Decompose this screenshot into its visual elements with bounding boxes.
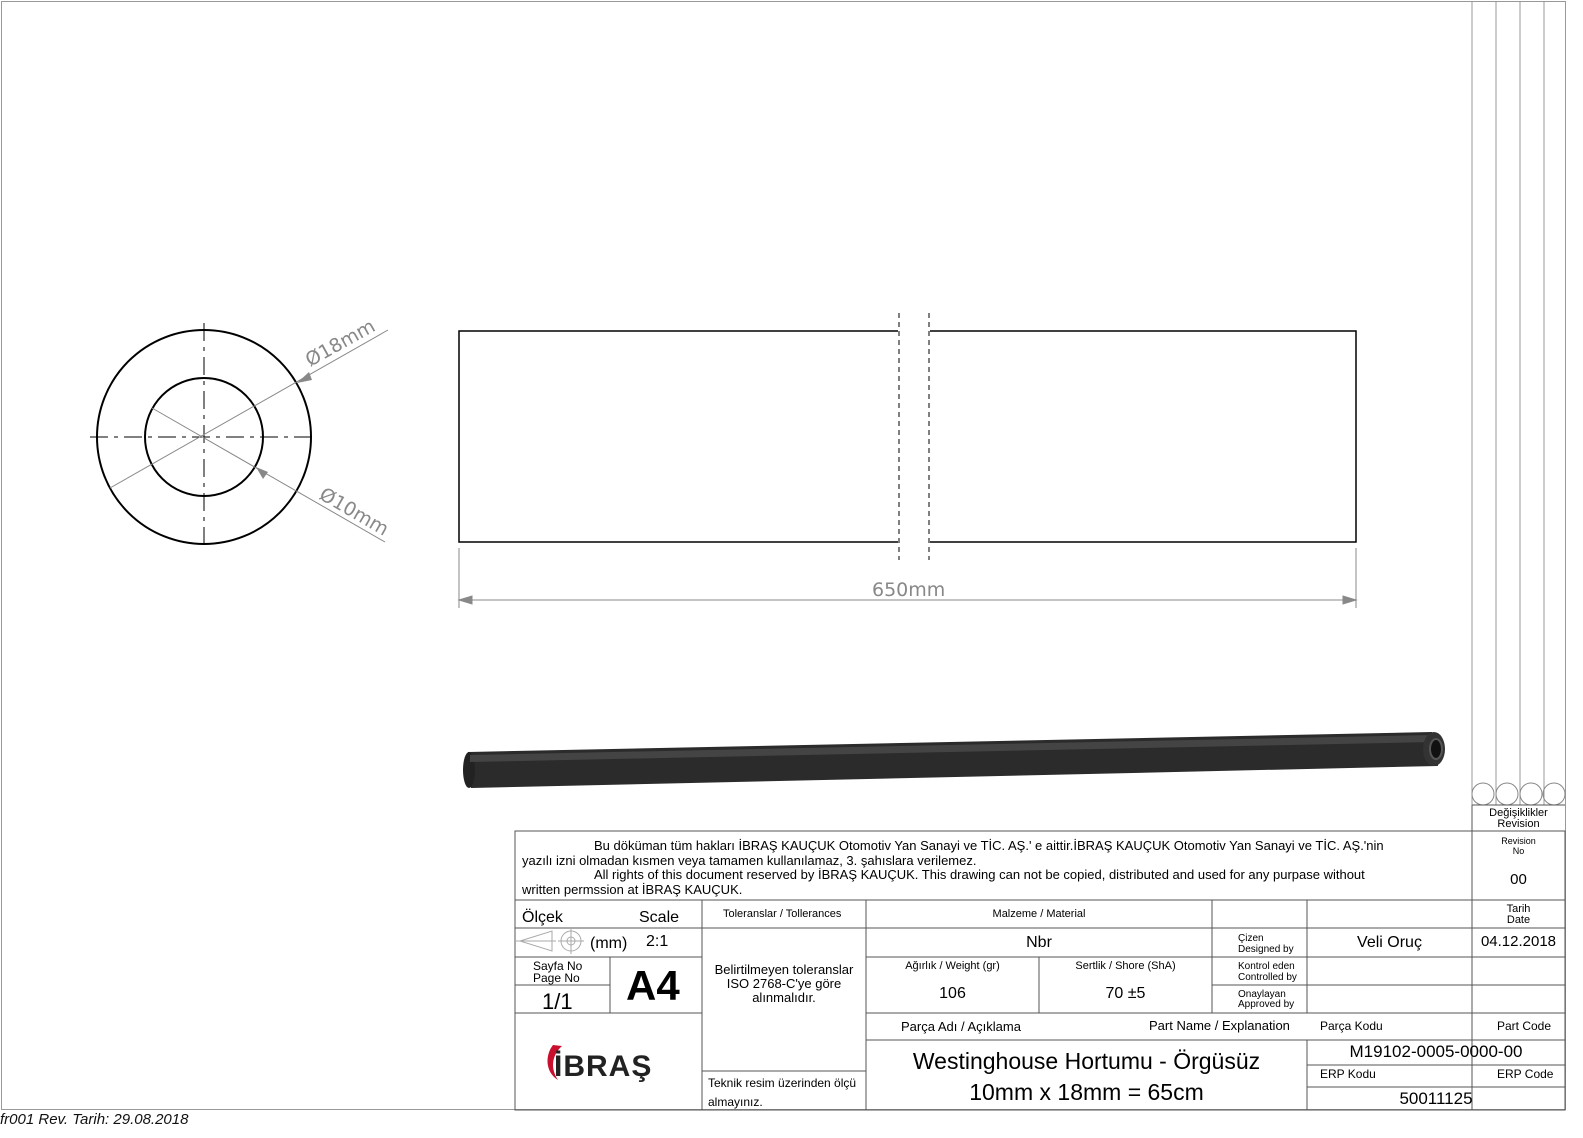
projection-symbol (516, 928, 584, 954)
length-label: 650mm (872, 579, 946, 601)
tolerances-text-1: Belirtilmeyen toleranslar (714, 962, 854, 977)
part-name-tr-label: Parça Adı / Açıklama (901, 1019, 1021, 1034)
hose-3d-render (463, 732, 1445, 788)
controlled-by-label: Controlled by (1238, 972, 1297, 983)
erp-code-value: 50011125 (1399, 1089, 1473, 1108)
side-view (459, 331, 1356, 542)
copyright-tr-line-1: Bu döküman tüm hakları İBRAŞ KAUÇUK Otomotiv Yan Sanayi ve TİC. AŞ.' e aittir.İBRAŞ KAUÇUK Otomotiv Yan Sanayi ve TİC. AŞ.'nin (594, 838, 1384, 853)
form-revision-footer: fr001 Rev. Tarih: 29.08.2018 (0, 1111, 189, 1128)
olcek-label: Ölçek (522, 909, 563, 926)
break-lines (899, 313, 929, 560)
outer-diameter-label: Ø18mm (301, 315, 380, 372)
tolerances-text-3: alınmalıdır. (752, 990, 816, 1005)
revision-circles (1472, 783, 1565, 805)
kontrol-eden-label: Kontrol eden (1238, 961, 1295, 972)
onaylayan-label: Onaylayan (1238, 989, 1286, 1000)
no-measure-1: Teknik resim üzerinden ölçü (708, 1076, 857, 1090)
part-name-line-2: 10mm x 18mm = 65cm (969, 1079, 1204, 1105)
shore-value: 70 ±5 (1105, 985, 1146, 1002)
design-date: 04.12.2018 (1480, 933, 1557, 950)
parca-kodu-label: Parça Kodu (1320, 1019, 1383, 1033)
copyright-en-line-2: written permssion at İBRAŞ KAUÇUK. (522, 882, 743, 897)
sayfa-no-label: Sayfa No (533, 959, 583, 973)
designed-by-label: Designed by (1238, 944, 1294, 955)
part-name-line-1: Westinghouse Hortumu - Örgüsüz (912, 1048, 1261, 1074)
revision-sub-label: Revision (1501, 836, 1536, 846)
company-logo (548, 1045, 653, 1083)
copyright-en-line-1: All rights of this document reserved by İBRAŞ KAUÇUK. This drawing can not be copied, distributed and used for any purpase without (594, 867, 1365, 882)
material-label: Malzeme / Material (992, 908, 1086, 920)
erp-code-label: ERP Code (1497, 1067, 1554, 1081)
date-label: Date (1506, 914, 1531, 926)
page-no-label: Page No (533, 971, 580, 985)
tolerances-text-2: ISO 2768-C'ye göre (726, 976, 842, 991)
no-measure-2: almayınız. (708, 1095, 763, 1109)
erp-kodu-label: ERP Kodu (1320, 1067, 1376, 1081)
tolerances-label: Toleranslar / Tollerances (723, 908, 842, 920)
degisiklikler-label: Değişiklikler (1489, 807, 1548, 819)
material-value: Nbr (1026, 934, 1052, 951)
shore-label: Sertlik / Shore (ShA) (1075, 960, 1176, 972)
page-value: 1/1 (542, 989, 573, 1014)
part-code-label: Part Code (1497, 1019, 1552, 1033)
revision-no-label: No (1512, 846, 1525, 856)
weight-value: 106 (939, 985, 966, 1002)
inner-diameter-label: Ø10mm (315, 483, 393, 541)
scale-value: 2:1 (646, 933, 669, 950)
logo-text: İBRAŞ (554, 1050, 653, 1083)
paper-size: A4 (626, 962, 680, 1009)
copyright-tr-line-2: yazılı izni olmadan kısmen veya tamamen kullanılamaz, 3. şahıslara verilemez. (522, 853, 977, 868)
weight-label: Ağırlık / Weight (gr) (905, 960, 1000, 972)
scale-label: Scale (639, 909, 680, 926)
mm-label: (mm) (590, 935, 628, 952)
cizen-label: Çizen (1238, 933, 1264, 944)
part-name-en-label: Part Name / Explanation (1149, 1018, 1290, 1033)
revision-number: 00 (1510, 871, 1527, 888)
approved-by-label: Approved by (1238, 999, 1295, 1010)
revision-label: Revision (1497, 818, 1540, 830)
designer-name: Veli Oruç (1357, 934, 1422, 951)
tarih-label: Tarih (1506, 903, 1531, 915)
part-code-value: M19102-0005-0000-00 (1349, 1042, 1523, 1061)
